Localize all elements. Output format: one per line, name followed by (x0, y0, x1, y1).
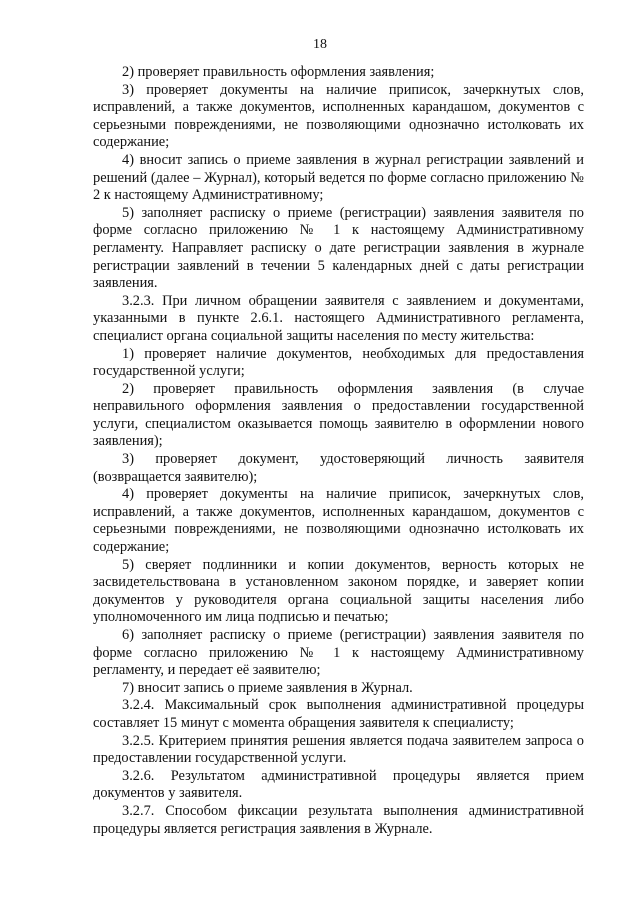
paragraph: 1) проверяет наличие документов, необходимых для предоставления государственной услуги; (93, 345, 584, 380)
paragraph: 3.2.3. При личном обращении заявителя с заявлением и документами, указанными в пункте 2.6.1. настоящего Административного регламента, специалист органа социальной защиты населения по месту жительства: (93, 292, 584, 344)
document-body (93, 64, 584, 838)
paragraph: 3) проверяет документ, удостоверяющий личность заявителя (возвращается заявителю); (93, 451, 584, 485)
paragraph: 3.2.5. Критерием принятия решения является подача заявителем запроса о предоставлении государственной услуги. (93, 732, 584, 767)
paragraph: 4) вносит запись о приеме заявления в журнал регистрации заявлений и решений (далее – Журнал), который ведется по форме согласно приложению № 2 к настоящему Административному; (93, 151, 584, 204)
paragraph: 5) заполняет расписку о приеме (регистрации) заявления заявителя по форме согласно приложению № 1 к настоящему Административному регламенту. Направляет расписку о дате регистрации заявления в журнале регистрации заявлений в течении 5 календарных дней с даты регистрации заявления. (93, 204, 584, 292)
paragraph: 2) проверяет правильность оформления заявления; (122, 64, 435, 80)
paragraph: 4) проверяет документы на наличие приписок, зачеркнутых слов, исправлений, а также документов, исполненных карандашом, документов с серьезными повреждениями, не позволяющими однозначно истолковать их содержание; (93, 486, 584, 556)
paragraph: 5) сверяет подлинники и копии документов, верность которых не засвидетельствована в установленном законом порядке, и заверяет копии документов у руководителя органа социальной защиты населения либо уполномоченного им лица подписью и печатью; (93, 556, 584, 626)
page-number: 18 (313, 37, 327, 52)
paragraph: 2) проверяет правильность оформления заявления (в случае неправильного оформления заявления о предоставлении государственной услуги, специалистом оказывается помощь заявителю в оформлении нового заявления); (93, 380, 584, 450)
paragraph: 7) вносит запись о приеме заявления в Журнал. (122, 679, 413, 696)
paragraph: 3.2.4. Максимальный срок выполнения административной процедуры составляет 15 минут с момента обращения заявителя к специалисту; (93, 697, 584, 731)
paragraph: 3) проверяет документы на наличие приписок, зачеркнутых слов, исправлений, а также документов, исполненных карандашом, документов с серьезными повреждениями, не позволяющими однозначно истолковать их содержание; (93, 81, 584, 151)
paragraph: 3.2.6. Результатом административной процедуры является прием документов у заявителя. (93, 767, 584, 802)
paragraph: 3.2.7. Способом фиксации результата выполнения административной процедуры является регистрация заявления в Журнале. (93, 802, 584, 837)
paragraph: 6) заполняет расписку о приеме (регистрации) заявления заявителя по форме согласно приложению № 1 к настоящему Административному регламенту, и передает её заявителю; (93, 627, 584, 679)
